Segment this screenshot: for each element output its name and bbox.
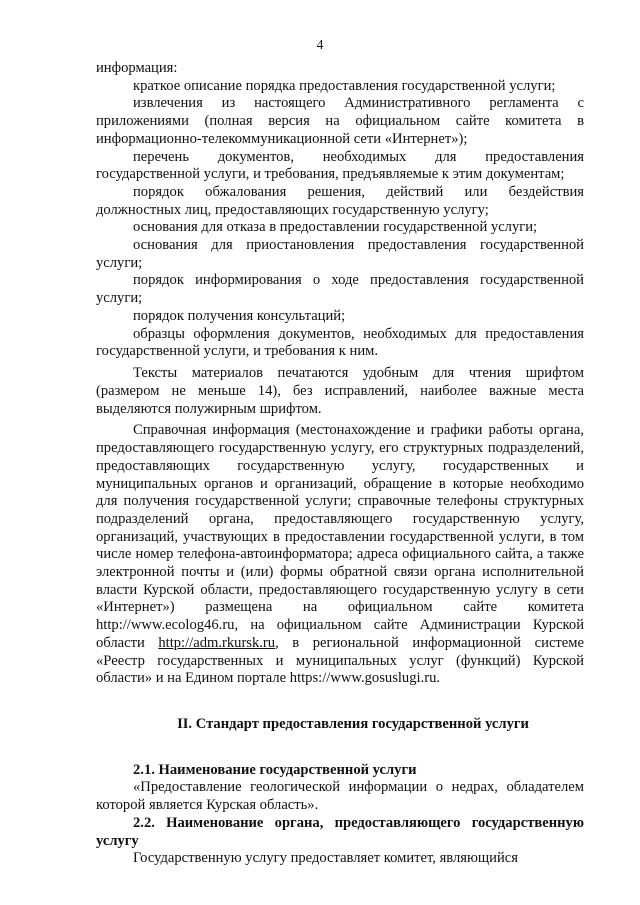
adm-rkursk-link[interactable]: http://adm.rkursk.ru [158, 634, 276, 651]
list-item: порядок информирования о ходе предоставления государственной услуги; [96, 272, 584, 307]
page-number: 4 [316, 37, 324, 52]
reference-text: Справочная информация (местонахождение и графики работы органа, предоставляющего государственную услугу, его структурных подразделений, предоставляющих государственную услугу, государственных и муниципальных органов и организаций, обращение в которые необходимо для получения государственной услуги; справочные телефоны структурных подразделений органа, предоставляющего государственную услугу, организаций, участвующих в предоставлении государственной услуги, в том числе номер телефона-автоинформатора; адреса официального сайта, а также электронной почты и (или) формы обратной связи органа исполнительной власти Курской области, предоставляющего государственную услугу в сети «Интернет») размещена на официальном сайте комитета http://www.ecolog46.ru, на официальном сайте Администрации Курской области [96, 422, 584, 651]
list-item: образцы оформления документов, необходимых для предоставления государственной услуги, и требования к ним. [96, 325, 584, 360]
subsection-heading: 2.2. Наименование органа, предоставляющего государственную услугу [96, 814, 584, 849]
list-item: порядок обжалования решения, действий или бездействия должностных лиц, предоставляющих государственную услугу; [96, 183, 584, 218]
list-item: основания для приостановления предоставления государственной услуги; [96, 237, 584, 271]
list-item: порядок получения консультаций; [133, 307, 346, 324]
list-item: перечень документов, необходимых для предоставления государственной услуги, и требования, предъявляемые к этим документам; [96, 148, 584, 183]
list-item: основания для отказа в предоставлении государственной услуги; [133, 219, 538, 236]
subsection-text: «Предоставление геологической информации о недрах, обладателем которой является Курская область». [96, 779, 584, 814]
document-body [96, 60, 584, 868]
list-item: извлечения из настоящего Административного регламента с приложениями (полная версия на официальном сайте комитета в информационно-телекоммуникационной сети «Интернет»); [96, 95, 584, 147]
list-item: краткое описание порядка предоставления государственной услуги; [133, 77, 556, 94]
subsection-heading: 2.1. Наименование государственной услуги [133, 761, 417, 778]
reference-text-end: , в региональной информационной системе «Реестр государственных и муниципальных услуг (функций) Курской области» и на Едином портале https://www.gosuslugi.ru. [96, 634, 585, 687]
subsection-text: Государственную услугу предоставляет комитет, являющийся [133, 850, 518, 867]
reference-info-paragraph [96, 422, 584, 688]
section-heading: II. Стандарт предоставления государственной услуги [177, 715, 529, 732]
font-requirements-paragraph: Тексты материалов печатаются удобным для чтения шрифтом (размером не меньше 14), без исправлений, наиболее важные места выделяются полужирным шрифтом. [96, 365, 584, 417]
list-intro: информация: [96, 60, 178, 76]
